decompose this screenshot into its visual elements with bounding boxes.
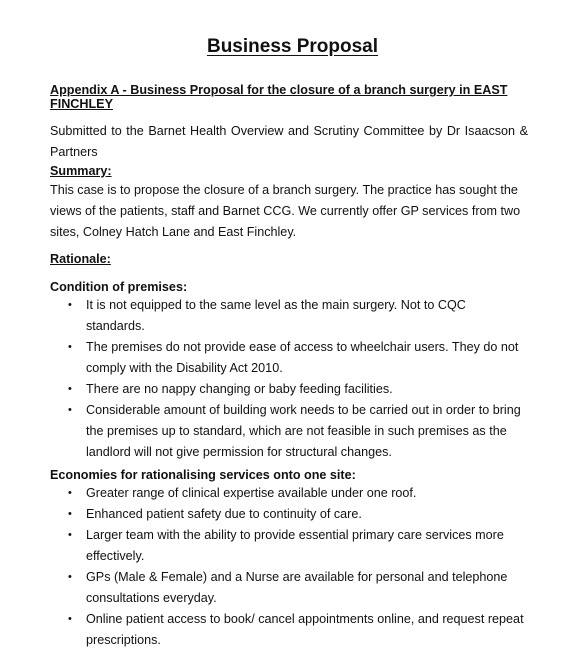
list-item — [50, 609, 528, 651]
list-item — [50, 337, 528, 379]
list-item-text: Larger team with the ability to provide essential primary care services more effectively. — [86, 528, 504, 563]
economies-heading: Economies for rationalising services onto one site: — [50, 468, 356, 482]
document-title — [0, 36, 585, 58]
list-item — [50, 400, 528, 463]
summary-heading: Summary: — [50, 164, 112, 178]
bullet-icon: • — [68, 341, 72, 353]
bullet-icon: • — [68, 299, 72, 311]
list-item — [50, 567, 528, 609]
list-item-text: Considerable amount of building work needs to be carried out in order to bring the premises up to standard, which are not feasible in such premises as the landlord will not give permission for structural changes. — [86, 403, 521, 459]
list-item-text: GPs (Male & Female) and a Nurse are available for personal and telephone consultations everyday. — [86, 570, 508, 605]
list-item — [50, 379, 528, 400]
list-item — [50, 483, 528, 504]
bullet-icon: • — [68, 613, 72, 625]
rationale-heading: Rationale: — [50, 252, 111, 266]
submitted-line: Submitted to the Barnet Health Overview and Scrutiny Committee by Dr Isaacson & Partners — [50, 124, 528, 159]
appendix-heading: Appendix A - Business Proposal for the closure of a branch surgery in EAST FINCHLEY — [50, 83, 508, 111]
list-item-text: Online patient access to book/ cancel appointments online, and request repeat prescriptions. — [86, 612, 524, 647]
bullet-icon: • — [68, 487, 72, 499]
bullet-icon: • — [68, 508, 72, 520]
bullet-icon: • — [68, 383, 72, 395]
summary-text: This case is to propose the closure of a branch surgery. The practice has sought the views of the patients, staff and Barnet CCG. We currently offer GP services from two sites, Colney Hatch Lane and East Finchley. — [50, 183, 521, 239]
list-item-text: Enhanced patient safety due to continuity of care. — [86, 507, 362, 521]
list-item-text: There are no nappy changing or baby feeding facilities. — [86, 382, 393, 396]
economies-list — [50, 483, 528, 651]
list-item-text: Greater range of clinical expertise available under one roof. — [86, 486, 417, 500]
list-item-text: It is not equipped to the same level as the main surgery. Not to CQC standards. — [86, 298, 466, 333]
document-title-text: Business Proposal — [206, 36, 379, 57]
condition-heading: Condition of premises: — [50, 280, 188, 294]
document-body — [50, 83, 528, 651]
list-item — [50, 504, 528, 525]
condition-list — [50, 295, 528, 463]
list-item — [50, 295, 528, 337]
bullet-icon: • — [68, 571, 72, 583]
list-item-text: The premises do not provide ease of access to wheelchair users. They do not comply with the Disability Act 2010. — [86, 340, 519, 375]
bullet-icon: • — [68, 404, 72, 416]
list-item — [50, 525, 528, 567]
bullet-icon: • — [68, 529, 72, 541]
